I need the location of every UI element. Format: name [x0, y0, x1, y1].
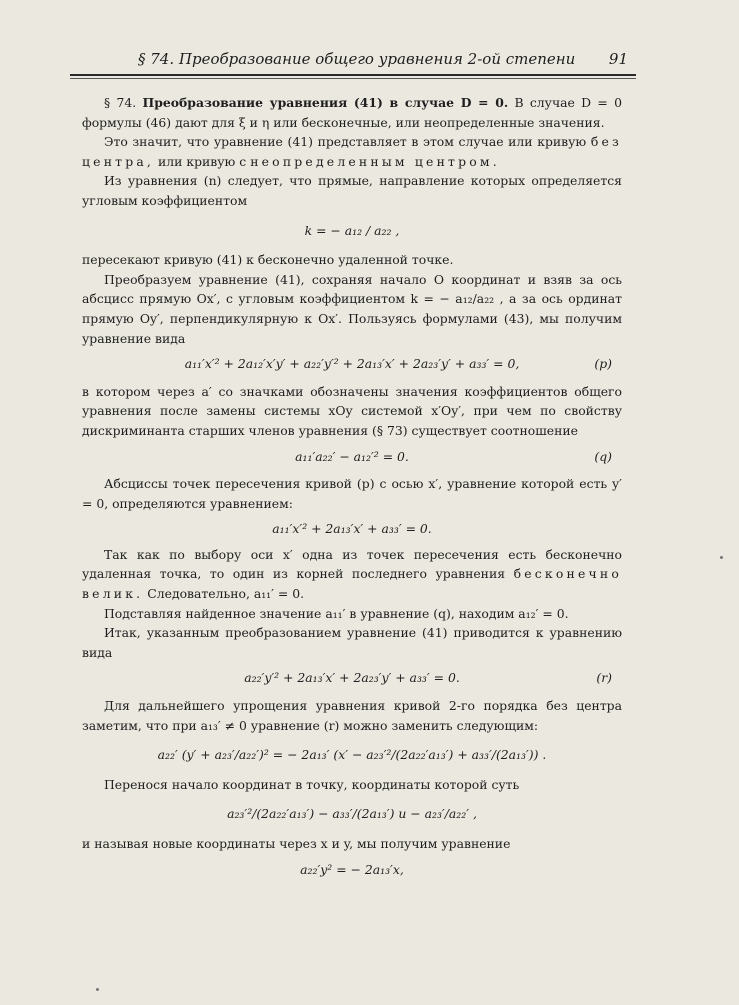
spaced-text: неопределенным центром.: [250, 153, 500, 169]
paragraph: Преобразуем уравнение (41), сохраняя начало O координат и взяв за ось абсцисс прямую Ox′, с угловым коэффициентом k = − a₁₂/a₂₂ , а за ось ординат прямую Oy′, перпендикулярную к Ox′. Пользуясь формулами (43), мы получим уравнение вида: [82, 271, 622, 346]
paragraph: Перенося начало координат в точку, координаты которой суть: [104, 776, 520, 792]
formula-tag: (q): [594, 448, 612, 464]
paragraph: в котором через a′ со значками обозначены значения коэффициентов общего уравнения после замены системы xOy системой x′Oy′, при чем по свойству дискриминанта старших членов уравнения (§ 73) существует соотношение: [82, 383, 622, 438]
paragraph: и называя новые координаты через x и y, мы получим уравнение: [82, 836, 511, 851]
formula: a₁₁′x′² + 2a₁₃′x′ + a₃₃′ = 0.: [272, 521, 432, 537]
header-rule: [70, 74, 636, 76]
formula: k = − a₁₂ / a₂₂ ,: [304, 222, 400, 238]
paragraph: Абсциссы точек пересечения кривой (p) с осью x′, уравнение которой есть y′ = 0, определяются уравнением:: [82, 476, 622, 511]
formula: [82, 447, 622, 467]
formula-body: a₁₁′a₂₂′ − a₁₂′² = 0.: [295, 448, 409, 464]
paragraph: [82, 132, 622, 171]
section-number: § 74.: [104, 95, 137, 110]
formula-body: a₁₁′x′² + 2a₁₂′x′y′ + a₂₂′y′² + 2a₁₃′x′ + 2a₂₃′y′ + a₃₃′ = 0,: [184, 356, 520, 372]
formula-tag: (p): [594, 356, 612, 372]
formula: [82, 354, 622, 374]
page-number: 91: [608, 50, 628, 68]
paragraph: Итак, указанным преобразованием уравнение (41) приводится к уравнению вида: [82, 625, 622, 660]
header-title: § 74. Преобразование общего уравнения 2-ой степени: [138, 50, 576, 68]
section-heading: Преобразование уравнения (41) в случае D = 0.: [142, 95, 509, 110]
paragraph-text: Это значит, что уравнение (41) представляет в этом случае или кривую: [104, 134, 587, 150]
paragraph-text: или кривую с: [158, 153, 247, 169]
paragraph: Для дальнейшего упрощения уравнения кривой 2-го порядка без центра заметим, что при a₁₃′ ≠ 0 уравнение (r) можно заменить следующим:: [82, 698, 622, 733]
page-body: [82, 93, 622, 885]
paragraph: Подставляя найденное значение a₁₁′ в уравнение (q), находим a₁₂′ = 0.: [104, 605, 569, 621]
formula: a₂₃′²/(2a₂₂′a₁₃′) − a₃₃′/(2a₁₃′) и − a₂₃′/a₂₂′ ,: [227, 806, 477, 822]
formula: a₂₂′ (y′ + a₂₃′/a₂₂′)² = − 2a₁₃′ (x′ − a₂₃′²/(2a₂₂′a₁₃′) + a₃₃′/(2a₁₃′)) .: [157, 747, 547, 763]
formula: [82, 668, 622, 688]
spaced-text: без центра,: [82, 134, 622, 169]
formula-tag: (r): [596, 670, 612, 686]
formula-body: a₂₂′y′² + 2a₁₃′x′ + 2a₂₃′y′ + a₃₃′ = 0.: [244, 670, 460, 686]
paragraph: [82, 93, 622, 132]
spaced-text: бесконечно велик.: [82, 566, 622, 602]
paper-speck: [96, 988, 99, 991]
paragraph: [82, 545, 622, 604]
header-rule-thin: [70, 78, 636, 79]
paragraph-text: Так как по выбору оси x′ одна из точек пересечения есть бесконечно удаленная точка, то один из корней последнего уравнения: [82, 546, 622, 582]
paragraph: Из уравнения (n) следует, что прямые, направление которых определяется угловым коэффициентом: [82, 173, 622, 208]
paper-speck: [720, 556, 723, 559]
paragraph: пересекают кривую (41) к бесконечно удаленной точке.: [82, 252, 454, 268]
paragraph-text: В случае D = 0 формулы (46) дают для ξ и η или бесконечные, или неопределенные значения.: [82, 95, 622, 130]
paragraph-text: Следовательно, a₁₁′ = 0.: [147, 586, 305, 602]
formula: a₂₂′y² = − 2a₁₃′x,: [300, 861, 404, 877]
